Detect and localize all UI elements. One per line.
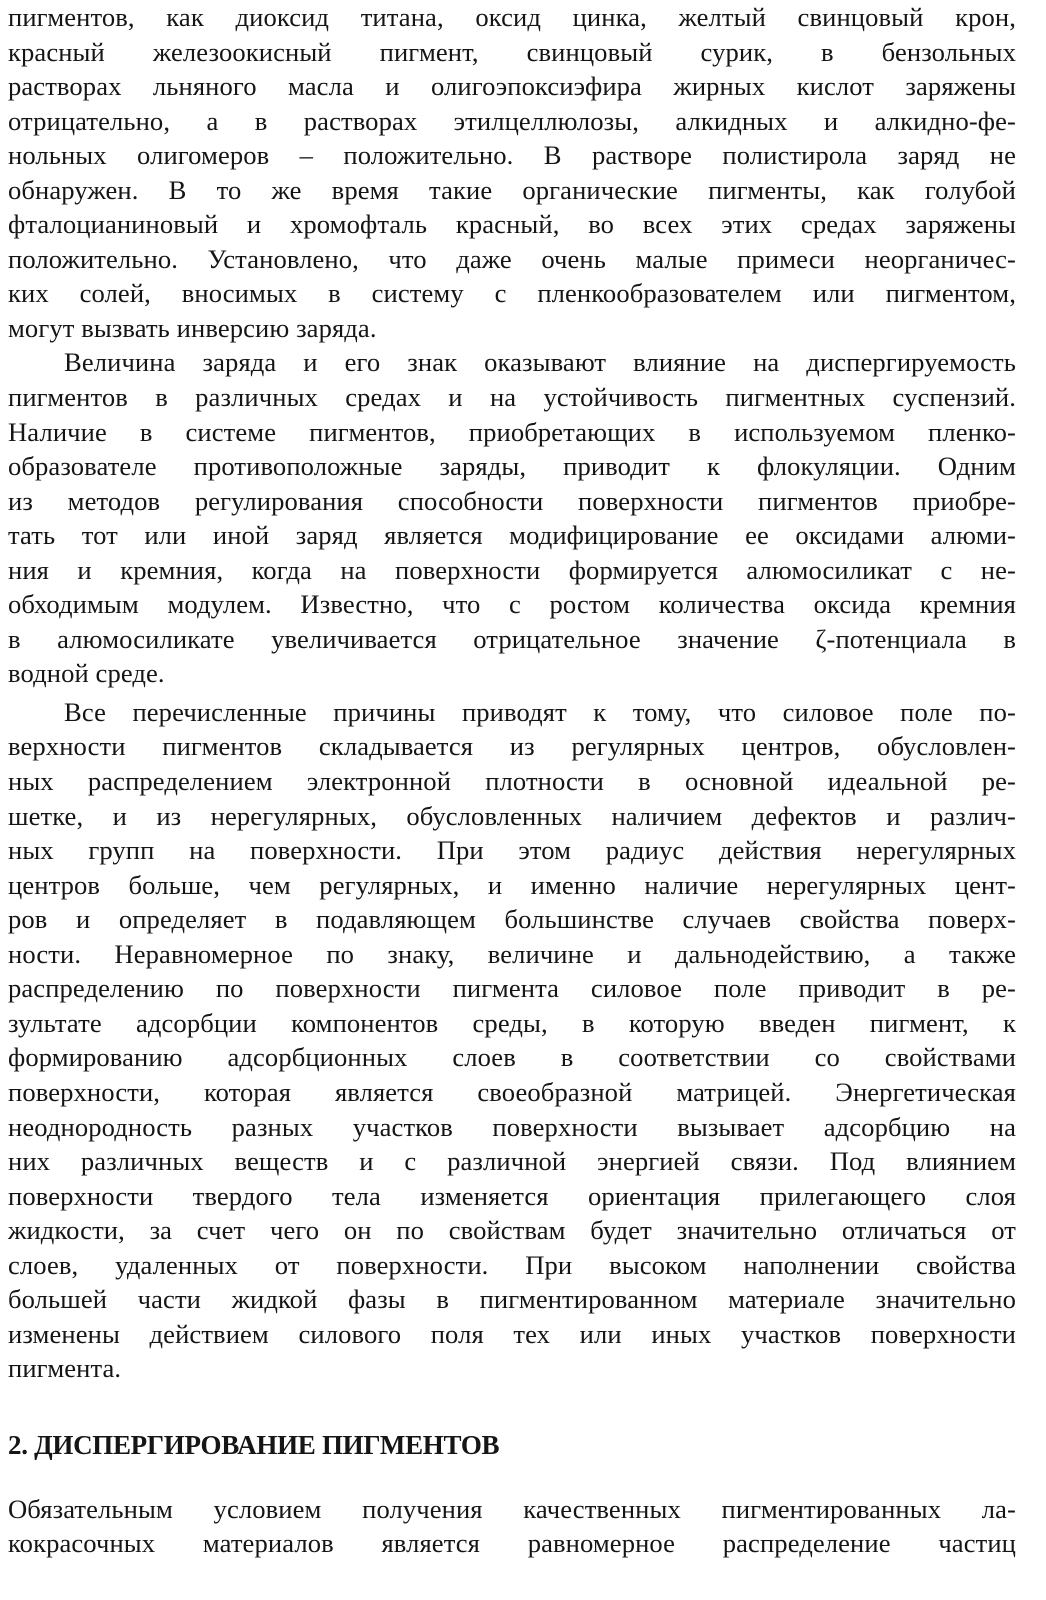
text-line: распределению по поверхности пигмента силовое поле приводит в ре- (8, 973, 1016, 1004)
text-line: изменены действием силового поля тех или иных участков поверхности (8, 1318, 1016, 1349)
text-line: положительно. Установлено, что даже очень малые примеси неорганичес- (8, 243, 1016, 274)
text-line: зультате адсорбции компонентов среды, в которую введен пигмент, к (8, 1007, 1016, 1038)
text-line: большей части жидкой фазы в пигментированном материале значительно (8, 1284, 1016, 1315)
text-line: Обязательным условием получения качественных пигментированных ла- (8, 1493, 1016, 1524)
text-line: тать тот или иной заряд является модифицирование ее оксидами алюми- (8, 520, 1016, 551)
section-heading: 2. ДИСПЕРГИРОВАНИЕ ПИГМЕНТОВ (8, 1429, 500, 1460)
text-line: обнаружен. В то же время такие органические пигменты, как голубой (8, 174, 1016, 205)
section-paragraph (8, 1492, 1016, 1561)
text-line: ности. Неравномерное по знаку, величине и дальнодействию, а также (8, 938, 1016, 969)
text-line: могут вызвать инверсию заряда. (8, 312, 377, 343)
paragraph-1 (8, 0, 1016, 345)
text-line: отрицательно, а в растворах этилцеллюлозы, алкидных и алкидно-фе- (8, 105, 1016, 136)
text-line: Наличие в системе пигментов, приобретающих в используемом пленко- (8, 416, 1016, 447)
text-line: из методов регулирования способности поверхности пигментов приобре- (8, 485, 1016, 516)
document-page (8, 0, 1016, 1561)
text-line: Все перечисленные причины приводят к тому, что силовое поле по- (64, 696, 1016, 727)
text-line: пигментов в различных средах и на устойчивость пигментных суспензий. (8, 382, 1016, 413)
text-line: жидкости, за счет чего он по свойствам будет значительно отличаться от (8, 1215, 1016, 1246)
text-line: пигментов, как диоксид титана, оксид цинка, желтый свинцовый крон, (8, 2, 1016, 32)
text-line: центров больше, чем регулярных, и именно наличие нерегулярных цент- (8, 869, 1016, 900)
text-line: водной среде. (8, 658, 165, 689)
text-line: слоев, удаленных от поверхности. При высоком наполнении свойства (8, 1249, 1016, 1280)
text-line: ния и кремния, когда на поверхности формируется алюмосиликат с не- (8, 554, 1016, 585)
text-line: верхности пигментов складывается из регулярных центров, обусловлен- (8, 731, 1016, 762)
text-line: шетке, и из нерегулярных, обусловленных наличием дефектов и различ- (8, 800, 1016, 831)
paragraph-3 (8, 695, 1016, 1386)
text-line: в алюмосиликате увеличивается отрицательное значение ζ-потенциала в (8, 623, 1016, 654)
text-line: нольных олигомеров – положительно. В растворе полистирола заряд не (8, 140, 1016, 171)
text-line: растворах льняного масла и олигоэпоксиэфира жирных кислот заряжены (8, 71, 1016, 102)
text-line: фталоцианиновый и хромофталь красный, во всех этих средах заряжены (8, 209, 1016, 240)
text-line: ных распределением электронной плотности в основной идеальной ре- (8, 766, 1016, 797)
text-line: поверхности твердого тела изменяется ориентация прилегающего слоя (8, 1180, 1016, 1211)
text-line: ров и определяет в подавляющем большинстве случаев свойства поверх- (8, 904, 1016, 935)
text-line: кокрасочных материалов является равномерное распределение частиц (8, 1528, 1016, 1559)
text-line: ных групп на поверхности. При этом радиус действия нерегулярных (8, 835, 1016, 866)
text-line: образователе противоположные заряды, приводит к флокуляции. Одним (8, 451, 1016, 482)
text-line: поверхности, которая является своеобразной матрицей. Энергетическая (8, 1076, 1016, 1107)
text-line: Величина заряда и его знак оказывают влияние на диспергируемость (64, 347, 1016, 378)
text-line: неоднородность разных участков поверхности вызывает адсорбцию на (8, 1111, 1016, 1142)
text-line: ких солей, вносимых в систему с пленкообразователем или пигментом, (8, 278, 1016, 309)
text-line: них различных веществ и с различной энергией связи. Под влиянием (8, 1146, 1016, 1177)
text-line: красный железоокисный пигмент, свинцовый сурик, в бензольных (8, 36, 1016, 67)
text-line: обходимым модулем. Известно, что с ростом количества оксида кремния (8, 589, 1016, 620)
paragraph-2 (8, 345, 1016, 690)
text-line: пигмента. (8, 1353, 122, 1384)
text-line: формированию адсорбционных слоев в соответствии со свойствами (8, 1042, 1016, 1073)
